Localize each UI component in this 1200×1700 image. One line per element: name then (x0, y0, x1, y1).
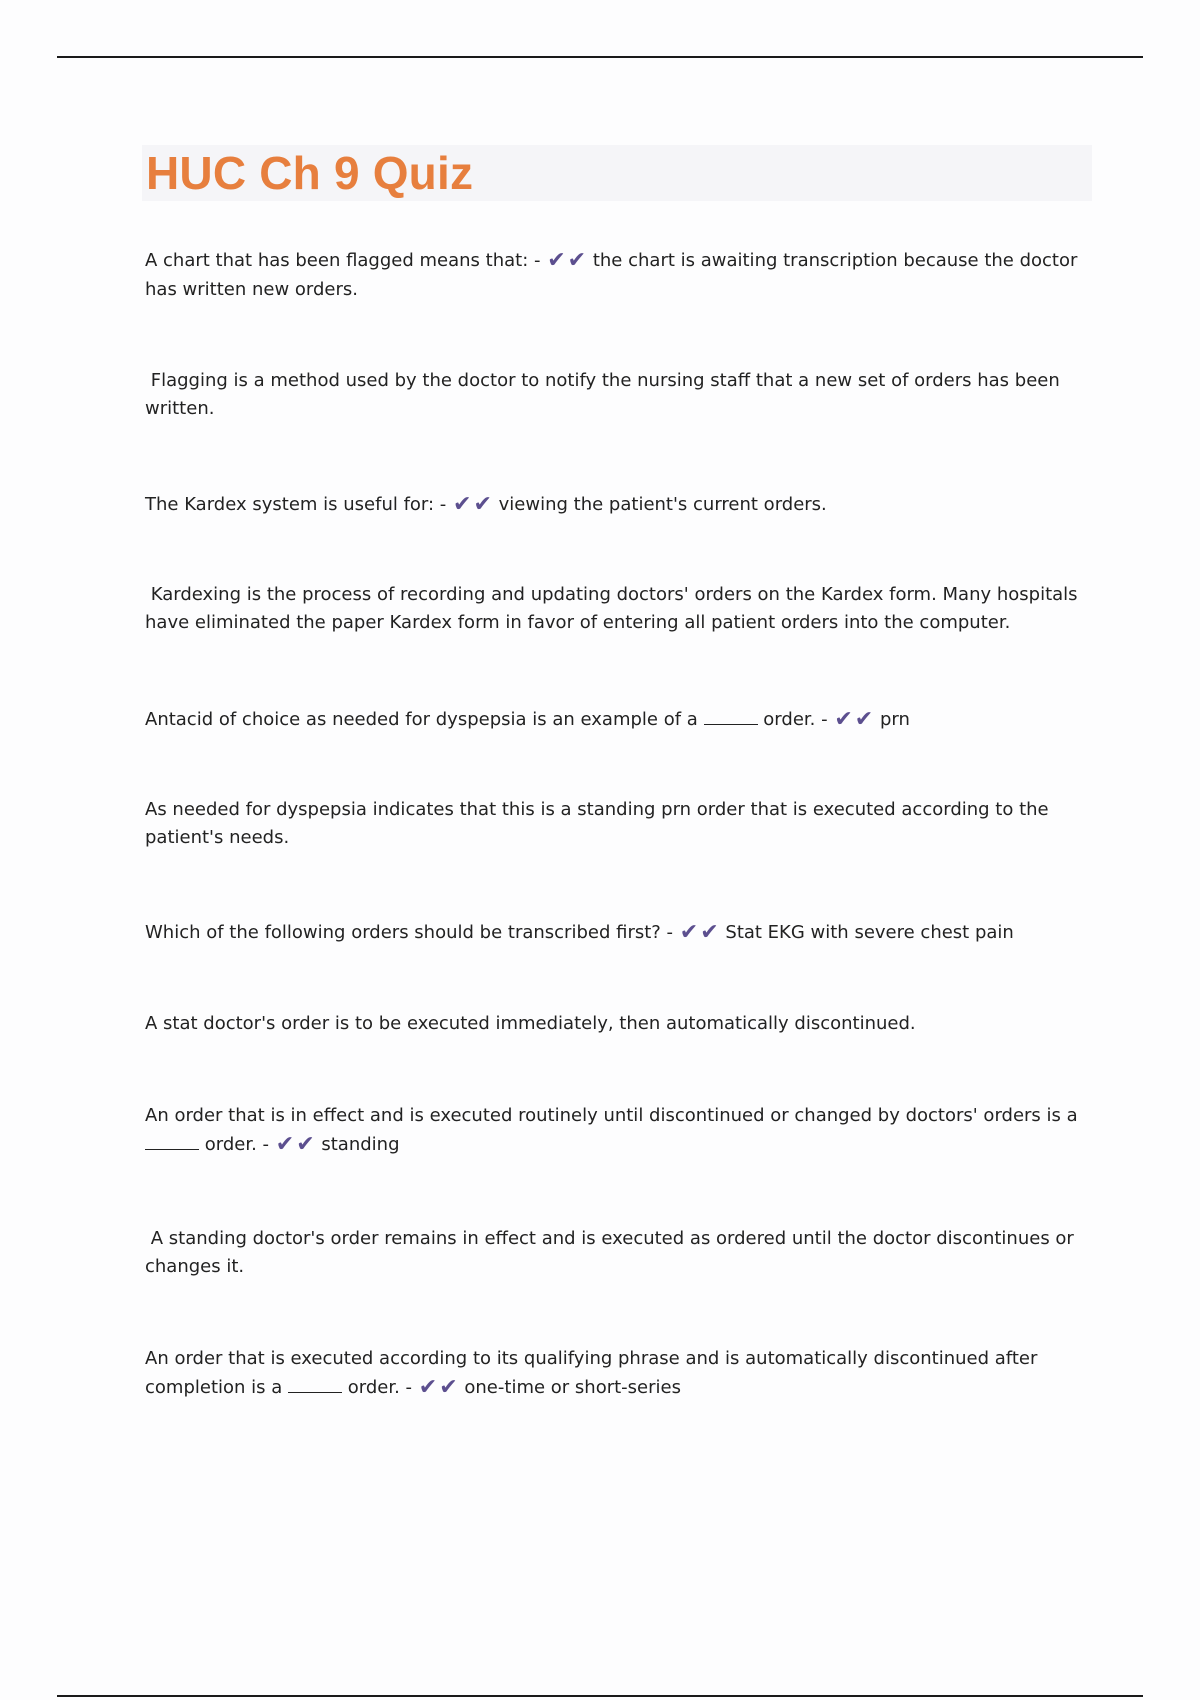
question-1-text: A chart that has been flagged means that: - (145, 250, 541, 271)
question-5: An order that is in effect and is executed routinely until discontinued or changed by doctors' orders is a order. - ✔✔ standing (145, 1105, 1078, 1157)
checkmark-icon: ✔ (418, 1375, 438, 1400)
question-6: An order that is executed according to its qualifying phrase and is automatically discontinued after completion is a order. - ✔✔ one-time or short-series (145, 1348, 1038, 1400)
explanation-4: A stat doctor's order is to be executed immediately, then automatically discontinued. (145, 1013, 916, 1034)
checkmark-icon: ✔ (275, 1132, 295, 1157)
checkmark-icon: ✔ (700, 920, 719, 945)
explanation-1: Flagging is a method used by the doctor to notify the nursing staff that a new set of orders has been written. (145, 370, 1060, 419)
answer-5: standing (321, 1134, 400, 1155)
answer-blank (145, 1135, 199, 1150)
answer-4: Stat EKG with severe chest pain (725, 922, 1014, 943)
checkmark-icon: ✔ (296, 1132, 315, 1157)
explanation-2: Kardexing is the process of recording and updating doctors' orders on the Kardex form. Many hospitals have eliminated the paper Kardex form in favor of entering all patient orders into the computer. (145, 584, 1078, 633)
answer-1: the chart is awaiting transcription because the doctor has written new orders. (145, 250, 1078, 300)
explanation-3: As needed for dyspepsia indicates that this is a standing prn order that is executed according to the patient's needs. (145, 799, 1049, 848)
page-title: HUC Ch 9 Quiz (146, 147, 474, 199)
checkmark-icon: ✔ (679, 920, 699, 945)
checkmark-icon: ✔ (439, 1375, 458, 1400)
answer-6: one-time or short-series (464, 1377, 681, 1398)
question-2 (145, 490, 1095, 519)
question-3-text: Antacid of choice as needed for dyspepsia is an example of a (145, 709, 698, 730)
checkmark-icon: ✔ (854, 707, 874, 732)
top-rule (57, 56, 1143, 58)
checkmark-icon: ✔ (834, 707, 853, 732)
question-4-text: Which of the following orders should be transcribed first? - (145, 922, 674, 943)
checkmark-icon: ✔ (547, 248, 566, 273)
checkmark-icon: ✔ (453, 492, 472, 517)
question-1 (145, 246, 1095, 304)
checkmark-icon: ✔ (567, 248, 587, 273)
bottom-rule (57, 1695, 1143, 1697)
answer-blank (704, 710, 758, 725)
question-3: Antacid of choice as needed for dyspepsia is an example of a order. - ✔✔ prn (145, 707, 910, 732)
answer-3: prn (879, 709, 910, 730)
answer-2: viewing the patient's current orders. (498, 494, 827, 515)
checkmark-icon: ✔ (473, 492, 492, 517)
explanation-5: A standing doctor's order remains in effect and is executed as ordered until the doctor discontinues or changes it. (145, 1228, 1074, 1277)
question-5-text: An order that is in effect and is executed routinely until discontinued or changed by doctors' orders is a (145, 1105, 1078, 1126)
question-6-text: An order that is executed according to its qualifying phrase and is automatically discontinued after completion is a (145, 1348, 1038, 1398)
answer-blank (288, 1378, 342, 1393)
question-2-text: The Kardex system is useful for: - (145, 494, 447, 515)
question-4 (145, 918, 1095, 947)
